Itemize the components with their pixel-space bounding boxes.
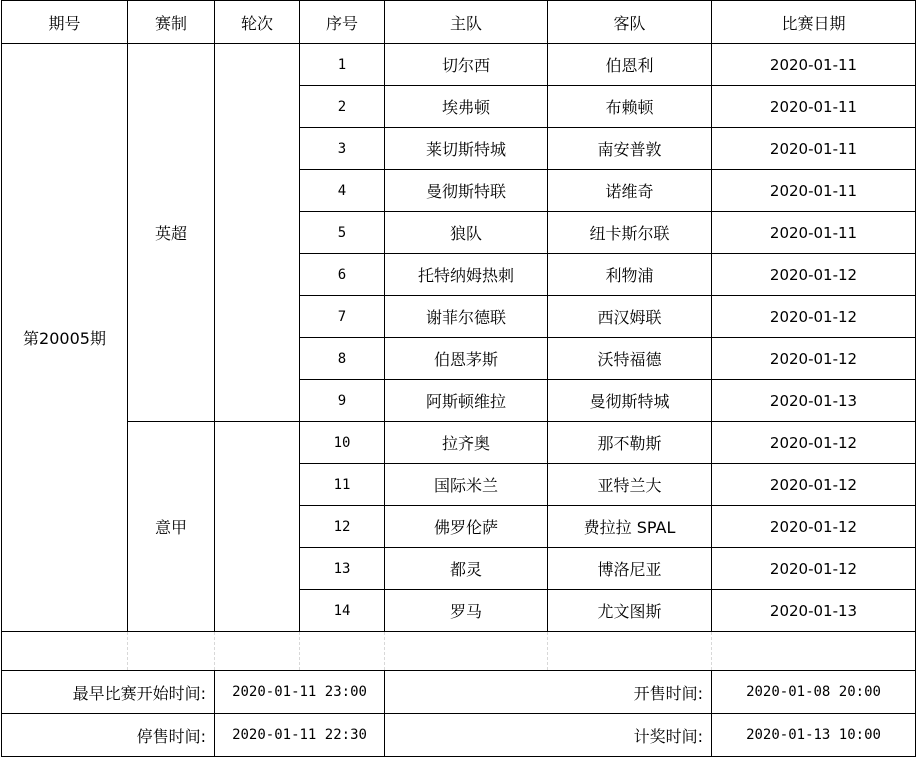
match-date-cell: 2020-01-11	[712, 86, 916, 128]
away-team-cell: 亚特兰大	[548, 464, 712, 506]
home-team-cell: 托特纳姆热刺	[385, 254, 548, 296]
match-no-cell: 2	[300, 86, 385, 128]
match-no-cell: 5	[300, 212, 385, 254]
away-team-cell: 那不勒斯	[548, 422, 712, 464]
league-cell: 英超	[128, 44, 215, 422]
match-date-cell: 2020-01-11	[712, 128, 916, 170]
match-date-cell: 2020-01-11	[712, 170, 916, 212]
home-team-cell: 曼彻斯特联	[385, 170, 548, 212]
away-team-cell: 布赖顿	[548, 86, 712, 128]
away-team-cell: 伯恩利	[548, 44, 712, 86]
home-team-cell: 国际米兰	[385, 464, 548, 506]
award-label: 计奖时间:	[385, 714, 712, 757]
sale-close-label: 停售时间:	[2, 714, 215, 757]
home-team-cell: 都灵	[385, 548, 548, 590]
home-team-cell: 狼队	[385, 212, 548, 254]
match-date-cell: 2020-01-12	[712, 506, 916, 548]
home-team-cell: 谢菲尔德联	[385, 296, 548, 338]
match-date-cell: 2020-01-12	[712, 338, 916, 380]
award-value: 2020-01-13 10:00	[712, 714, 916, 757]
match-no-cell: 12	[300, 506, 385, 548]
away-team-cell: 沃特福德	[548, 338, 712, 380]
round-cell	[215, 422, 300, 632]
match-no-cell: 9	[300, 380, 385, 422]
home-team-cell: 罗马	[385, 590, 548, 632]
away-team-cell: 西汉姆联	[548, 296, 712, 338]
col-header-no: 序号	[300, 1, 385, 44]
match-no-cell: 13	[300, 548, 385, 590]
away-team-cell: 纽卡斯尔联	[548, 212, 712, 254]
away-team-cell: 利物浦	[548, 254, 712, 296]
match-date-cell: 2020-01-12	[712, 464, 916, 506]
match-date-cell: 2020-01-13	[712, 380, 916, 422]
round-cell	[215, 44, 300, 422]
spacer-cell	[215, 632, 300, 671]
footer-row-close	[2, 714, 916, 757]
spacer-cell	[712, 632, 916, 671]
table-row	[2, 44, 916, 86]
match-no-cell: 7	[300, 296, 385, 338]
home-team-cell: 埃弗顿	[385, 86, 548, 128]
match-no-cell: 6	[300, 254, 385, 296]
match-date-cell: 2020-01-11	[712, 212, 916, 254]
match-no-cell: 4	[300, 170, 385, 212]
earliest-start-label: 最早比赛开始时间:	[2, 671, 215, 714]
home-team-cell: 阿斯顿维拉	[385, 380, 548, 422]
away-team-cell: 费拉拉 SPAL	[548, 506, 712, 548]
away-team-cell: 曼彻斯特城	[548, 380, 712, 422]
home-team-cell: 拉齐奥	[385, 422, 548, 464]
home-team-cell: 伯恩茅斯	[385, 338, 548, 380]
match-date-cell: 2020-01-12	[712, 254, 916, 296]
match-date-cell: 2020-01-12	[712, 422, 916, 464]
col-header-league: 赛制	[128, 1, 215, 44]
away-team-cell: 南安普敦	[548, 128, 712, 170]
sale-open-label: 开售时间:	[385, 671, 712, 714]
col-header-round: 轮次	[215, 1, 300, 44]
col-header-date: 比赛日期	[712, 1, 916, 44]
col-header-issue: 期号	[2, 1, 128, 44]
spacer-cell	[128, 632, 215, 671]
table-row	[2, 422, 916, 464]
spacer-cell	[300, 632, 385, 671]
earliest-start-value: 2020-01-11 23:00	[215, 671, 385, 714]
match-no-cell: 8	[300, 338, 385, 380]
sale-open-value: 2020-01-08 20:00	[712, 671, 916, 714]
match-no-cell: 1	[300, 44, 385, 86]
header-row	[2, 1, 916, 44]
col-header-away: 客队	[548, 1, 712, 44]
away-team-cell: 博洛尼亚	[548, 548, 712, 590]
spacer-row	[2, 632, 916, 671]
match-date-cell: 2020-01-13	[712, 590, 916, 632]
schedule-table	[1, 0, 916, 757]
away-team-cell: 尤文图斯	[548, 590, 712, 632]
league-cell: 意甲	[128, 422, 215, 632]
sale-close-value: 2020-01-11 22:30	[215, 714, 385, 757]
spacer-cell	[385, 632, 548, 671]
home-team-cell: 莱切斯特城	[385, 128, 548, 170]
match-no-cell: 14	[300, 590, 385, 632]
match-date-cell: 2020-01-11	[712, 44, 916, 86]
issue-cell: 第20005期	[2, 44, 128, 632]
home-team-cell: 佛罗伦萨	[385, 506, 548, 548]
match-date-cell: 2020-01-12	[712, 548, 916, 590]
spacer-cell	[548, 632, 712, 671]
away-team-cell: 诺维奇	[548, 170, 712, 212]
footer-row-start	[2, 671, 916, 714]
match-no-cell: 10	[300, 422, 385, 464]
match-date-cell: 2020-01-12	[712, 296, 916, 338]
match-no-cell: 11	[300, 464, 385, 506]
home-team-cell: 切尔西	[385, 44, 548, 86]
spacer-cell	[2, 632, 128, 671]
match-no-cell: 3	[300, 128, 385, 170]
col-header-home: 主队	[385, 1, 548, 44]
